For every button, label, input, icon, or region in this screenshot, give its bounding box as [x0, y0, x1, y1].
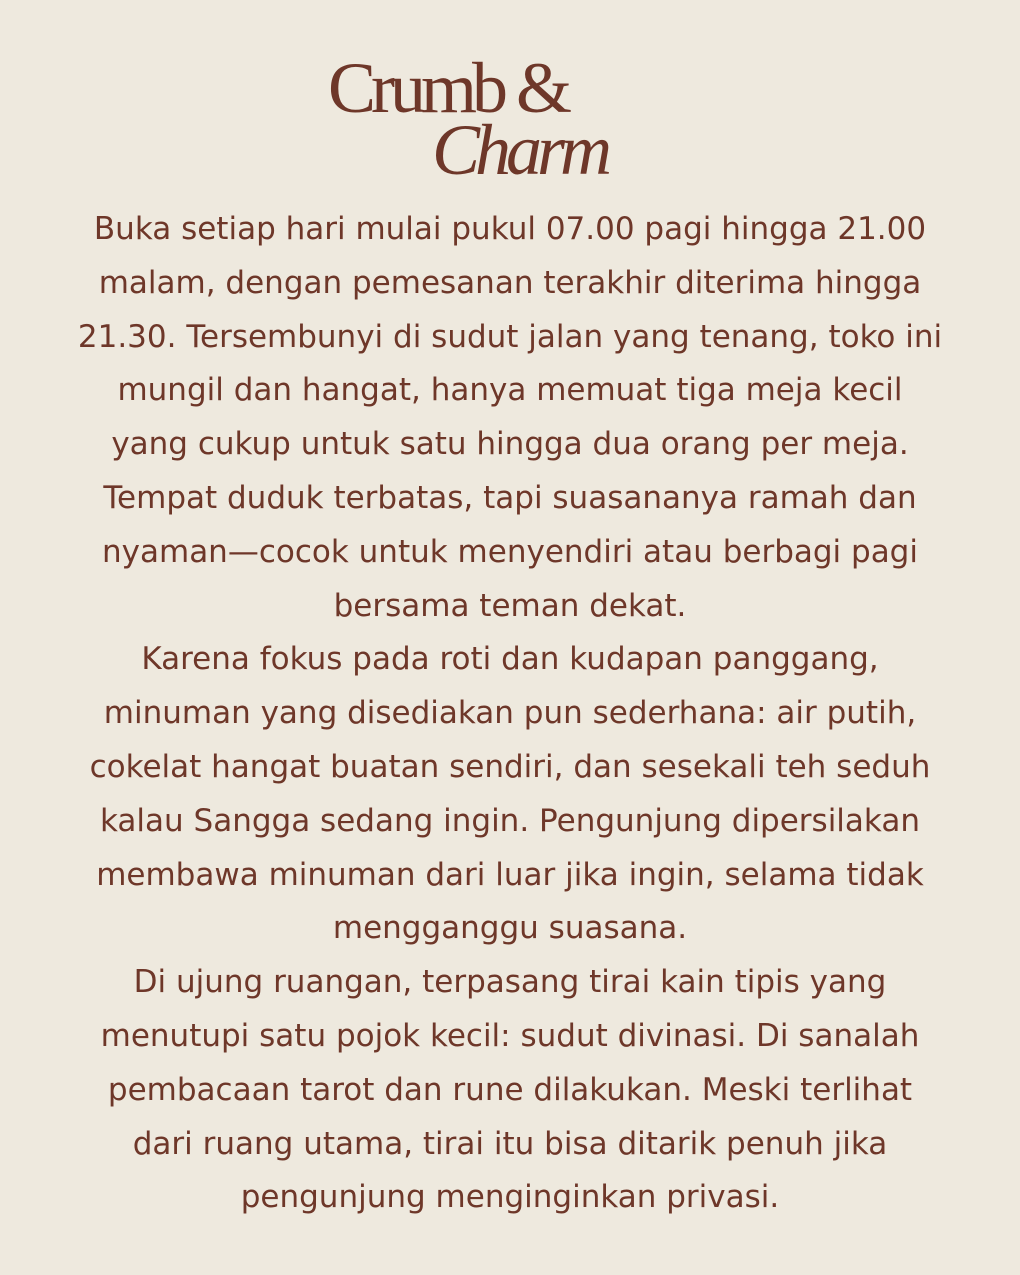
text-line: bersama teman dekat.	[333, 587, 687, 624]
text-line: nyaman—cocok untuk menyendiri atau berbagi pagi	[102, 533, 918, 570]
text-line: dari ruang utama, tirai itu bisa ditarik penuh jika	[132, 1125, 888, 1162]
paragraph-drinks	[50, 633, 970, 956]
text-line: kalau Sangga sedang ingin. Pengunjung dipersilakan	[100, 802, 920, 839]
text-line: mungil dan hangat, hanya memuat tiga meja kecil	[117, 372, 903, 409]
text-line: cokelat hangat buatan sendiri, dan sesekali teh seduh	[89, 748, 931, 785]
logo-line-crumb: Crumb &	[328, 48, 568, 128]
text-line: malam, dengan pemesanan terakhir diterima hingga	[98, 264, 922, 301]
description-text	[50, 203, 970, 1225]
text-line: Tempat duduk terbatas, tapi suasananya ramah dan	[103, 479, 917, 516]
text-line: membawa minuman dari luar jika ingin, selama tidak	[96, 856, 924, 893]
paragraph-divination-corner	[50, 956, 970, 1225]
text-line: menutupi satu pojok kecil: sudut divinasi. Di sanalah	[100, 1017, 920, 1054]
logo-line-charm: Charm	[432, 110, 608, 190]
text-line: pembacaan tarot dan rune dilakukan. Meski terlihat	[107, 1071, 913, 1108]
text-line: mengganggu suasana.	[332, 910, 688, 947]
text-line: minuman yang disediakan pun sederhana: air putih,	[103, 695, 917, 732]
text-line: Di ujung ruangan, terpasang tirai kain tipis yang	[133, 964, 887, 1001]
text-line: Buka setiap hari mulai pukul 07.00 pagi hingga 21.00	[93, 211, 927, 247]
brand-logo	[0, 0, 1020, 200]
paragraph-opening-hours	[50, 203, 970, 633]
text-line: pengunjung menginginkan privasi.	[240, 1179, 780, 1216]
text-line: Karena fokus pada roti dan kudapan panggang,	[141, 641, 879, 678]
text-line: 21.30. Tersembunyi di sudut jalan yang tenang, toko ini	[77, 318, 943, 355]
text-line: yang cukup untuk satu hingga dua orang per meja.	[111, 426, 909, 463]
